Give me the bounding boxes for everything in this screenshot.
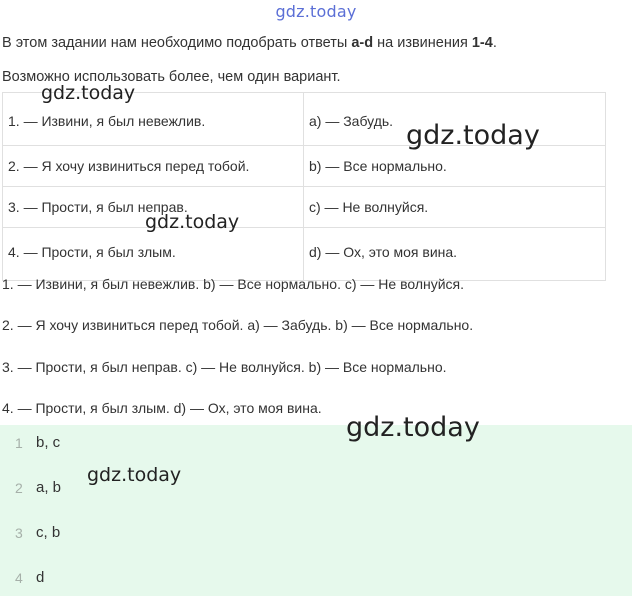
- solution-number: 1: [15, 435, 23, 451]
- watermark-text: gdz.today: [406, 120, 540, 151]
- solution-value: c, b: [36, 524, 61, 541]
- solution-value: d: [36, 569, 45, 586]
- apology-cell: 1. — Извини, я был невежлив.: [3, 93, 304, 146]
- task-instruction: [2, 33, 497, 53]
- solution-number: 3: [15, 525, 23, 541]
- apology-cell: 2. — Я хочу извиниться перед тобой.: [3, 146, 304, 187]
- answer-line-4: 4. — Прости, я был злым. d) — Ох, это моя вина.: [2, 400, 322, 416]
- solution-value: a, b: [36, 479, 62, 496]
- site-logo-watermark: gdz.today: [275, 2, 357, 21]
- answer-line-1: 1. — Извини, я был невежлив. b) — Все нормально. c) — Не волнуйся.: [2, 276, 465, 292]
- apology-cell: 3. — Прости, я был неправ.: [3, 187, 304, 228]
- response-cell: c) — Не волнуйся.: [304, 187, 606, 228]
- solution-number: 2: [15, 480, 23, 496]
- instruction-text-end: .: [492, 35, 497, 51]
- table-row: [3, 228, 606, 281]
- response-cell: d) — Ох, это моя вина.: [304, 228, 606, 281]
- apology-cell: 4. — Прости, я был злым.: [3, 228, 304, 281]
- watermark-text: gdz.today: [346, 412, 480, 443]
- instruction-bold-options: a-d: [351, 35, 374, 51]
- answer-line-3: 3. — Прости, я был неправ. c) — Не волнуйся. b) — Все нормально.: [2, 359, 447, 375]
- instruction-text-start: В этом задании нам необходимо подобрать ответы: [2, 35, 352, 51]
- solution-number: 4: [15, 570, 23, 586]
- solution-block: [0, 425, 632, 596]
- response-cell: a) — Забудь.: [304, 93, 606, 146]
- solution-value: b, c: [36, 434, 61, 451]
- table-row: [3, 187, 606, 228]
- watermark-text: gdz.today: [87, 464, 182, 486]
- response-cell: b) — Все нормально.: [304, 146, 606, 187]
- watermark-text: gdz.today: [145, 211, 240, 233]
- answer-line-2: 2. — Я хочу извиниться перед тобой. a) — Забудь. b) — Все нормально.: [2, 317, 474, 333]
- instruction-text-middle: на извинения: [373, 35, 472, 51]
- task-note: Возможно использовать более, чем один вариант.: [2, 69, 341, 85]
- table-row: [3, 146, 606, 187]
- watermark-text: gdz.today: [41, 82, 136, 104]
- instruction-bold-items: 1-4: [471, 35, 493, 51]
